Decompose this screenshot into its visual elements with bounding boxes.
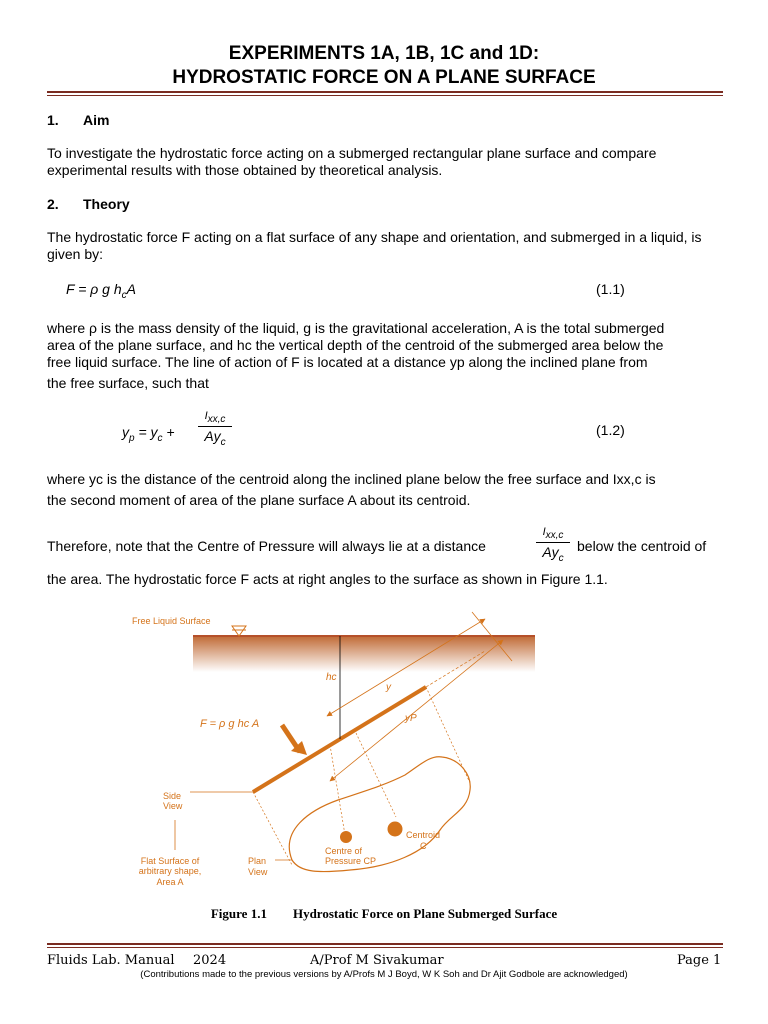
centroid-label-1: Centroid (406, 830, 441, 840)
footer-page-number: Page 1 (677, 953, 722, 968)
equation-1-1-number: (1.1) (596, 281, 625, 297)
footer-rule (47, 943, 723, 945)
where-paragraph-1 (47, 320, 727, 392)
therefore-line-1-post: below the centroid of (577, 538, 707, 554)
where1-line-2: area of the plane surface, and hc the vertical depth of the centroid of the submerged area below the (47, 337, 664, 353)
title-rule (47, 91, 723, 93)
flat-surface-label-2: arbitrary shape, (138, 866, 202, 876)
where-paragraph-2 (47, 471, 727, 509)
footer-author: A/Prof M Sivakumar (310, 953, 444, 968)
aim-paragraph: To investigate the hydrostatic force acting on a submerged rectangular plane surface and compare experimental results with those obtained by theoretical analysis. (47, 145, 657, 178)
side-view-label-1: Side (163, 791, 182, 801)
figure-caption (0, 906, 768, 922)
equation-1-2-fraction: $I_{xx,c}$ $Ay_c$ (198, 410, 232, 448)
caption-number: Figure 1.1 (210, 906, 267, 921)
water-region (193, 636, 535, 672)
equation-1-2-number: (1.2) (596, 422, 625, 438)
section-title: Theory (83, 196, 130, 212)
y-label: y (386, 682, 391, 693)
flat-surface-label-1: Flat Surface of (140, 856, 200, 866)
section-number: 2. (47, 196, 59, 212)
therefore-fraction: $I_{xx,c}$ $Ay_c$ (536, 526, 570, 564)
free-surface-label: Free Liquid Surface (132, 616, 211, 626)
inclined-plate (253, 687, 426, 792)
flat-surface-label-3: Area A (156, 877, 184, 887)
plan-view-label-1: Plan (248, 856, 267, 866)
where1-line-3: free liquid surface. The line of action of F is located at a distance yp along the inclined plane from (47, 354, 648, 370)
section-aim-heading (47, 112, 109, 128)
where2-line-2: the second moment of area of the plane surface A about its centroid. (47, 492, 471, 508)
projection-line-4 (356, 733, 396, 817)
equation-1-1: F = ρ g $h_cA$ (66, 281, 136, 301)
side-view-label-2: View (163, 801, 183, 811)
section-theory-heading (47, 196, 130, 212)
footer-acknowledgement: (Contributions made to the previous versions by A/Profs M J Boyd, W K Soh and Dr Ajit Godbole are acknowledged) (140, 969, 628, 980)
footer-year: 2024 (193, 953, 227, 968)
section-title: Aim (83, 112, 110, 128)
yp-label: yP (405, 713, 417, 724)
plan-view-shape (289, 757, 470, 872)
cp-label-1: Centre of (325, 846, 363, 856)
theory-intro: The hydrostatic force F acting on a flat surface of any shape and orientation, and submerged in a liquid, is given by: (47, 229, 702, 262)
hc-label: hc (326, 672, 337, 683)
force-formula-label: F = ρ g hc A (200, 718, 260, 730)
document-title (0, 42, 768, 90)
where2-line-1: where yc is the distance of the centroid along the inclined plane below the free surface and Ixx,c is (47, 471, 656, 487)
cp-label-2: Pressure CP (325, 856, 377, 866)
therefore-line-1-pre: Therefore, note that the Centre of Pressure will always lie at a distance (47, 538, 486, 554)
centre-of-pressure-point (340, 831, 352, 843)
plan-view-label-2: View (248, 867, 268, 877)
centroid-label-2: C (420, 841, 427, 851)
centroid-point (388, 822, 403, 837)
therefore-line-2: the area. The hydrostatic force F acts at right angles to the surface as shown in Figure 1.1. (47, 571, 608, 587)
footer-manual: Fluids Lab. Manual (47, 953, 175, 968)
where1-line-4: the free surface, such that (47, 375, 209, 391)
title-line-2: HYDROSTATIC FORCE ON A PLANE SURFACE (172, 67, 596, 88)
footer-rule-thin (47, 947, 723, 948)
section-number: 1. (47, 112, 59, 128)
caption-text: Hydrostatic Force on Plane Submerged Surface (292, 906, 558, 921)
free-surface-triangle-icon (232, 626, 246, 636)
title-rule-thin (47, 95, 723, 96)
projection-line-1 (253, 792, 292, 865)
figure-hydrostatic-force (120, 605, 660, 905)
equation-1-2-lhs: $y_p = y_c$ + (122, 424, 175, 444)
title-line-1: EXPERIMENTS 1A, 1B, 1C and 1D: (228, 43, 540, 64)
projection-line-3 (330, 745, 345, 835)
where1-line-1: where ρ is the mass density of the liquid, g is the gravitational acceleration, A is the total submerged (47, 320, 665, 336)
